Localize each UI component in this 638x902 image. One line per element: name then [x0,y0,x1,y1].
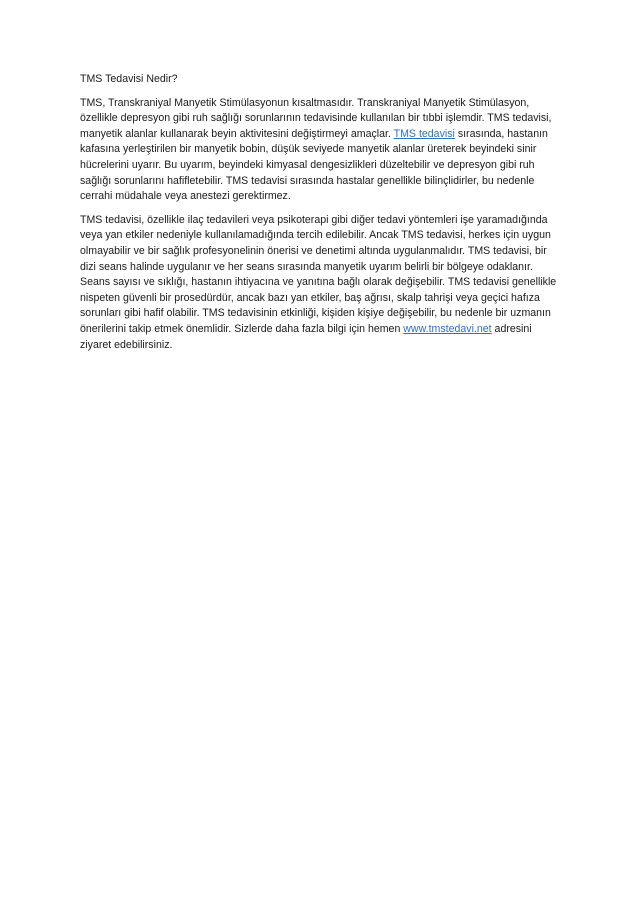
document-body [80,72,564,361]
paragraph-1 [80,96,564,205]
website-link[interactable]: www.tmstedavi.net [403,322,492,335]
paragraph-2-text-a: TMS tedavisi, özellikle ilaç tedavileri veya psikoterapi gibi diğer tedavi yöntemleri işe yaramadığında veya yan etkiler nedeniyle kullanılamadığında tercih edilebilir. Ancak TMS tedavisi, herkes için uygun olmayabilir ve bir sağlık profesyonelinin önerisi ve denetimi altında uygulanmalıdır. TMS tedavisi, bir dizi seans halinde uygulanır ve her seans sırasında manyetik uyarım belirli bir bölgeye odaklanır. Seans sayısı ve sıklığı, hastanın ihtiyacına ve yanıtına bağlı olarak değişebilir. TMS tedavisi genellikle nispeten güvenli bir prosedürdür, ancak bazı yan etkiler, baş ağrısı, skalp tahrişi veya geçici hafıza sorunları gibi hafif olabilir. TMS tedavisinin etkinliği, kişiden kişiye değişebilir, bu nedenle bir uzmanın önerilerini takip etmek önemlidir. Sizlerde daha fazla bilgi için hemen [80,213,557,335]
paragraph-2-text-b: adresini ziyaret edebilirsiniz. [80,322,532,351]
document-title: TMS Tedavisi Nedir? [80,73,178,85]
tms-tedavisi-link[interactable]: TMS tedavisi [393,127,455,140]
paragraph-1-text-a: TMS, Transkraniyal Manyetik Stimülasyonun kısaltmasıdır. Transkraniyal Manyetik Stimülasyon, özellikle depresyon gibi ruh sağlığı sorunlarının tedavisinde kullanılan bir tıbbi işlemdir. TMS tedavisi, manyetik alanlar kullanarak beyin aktivitesini değiştirmeyi amaçlar. [80,96,552,140]
paragraph-2 [80,213,564,353]
paragraph-1-text-b: sırasında, hastanın kafasına yerleştirilen bir manyetik bobin, düşük seviyede manyetik alanlar üreterek beyindeki sinir hücrelerini uyarır. Bu uyarım, beyindeki kimyasal dengesizlikleri düzeltebilir ve depresyon gibi ruh sağlığı sorunlarını hafifletebilir. TMS tedavisi sırasında hastalar genellikle bilinçlidirler, bu nedenle cerrahi müdahale veya anestezi gerektirmez. [80,127,548,203]
